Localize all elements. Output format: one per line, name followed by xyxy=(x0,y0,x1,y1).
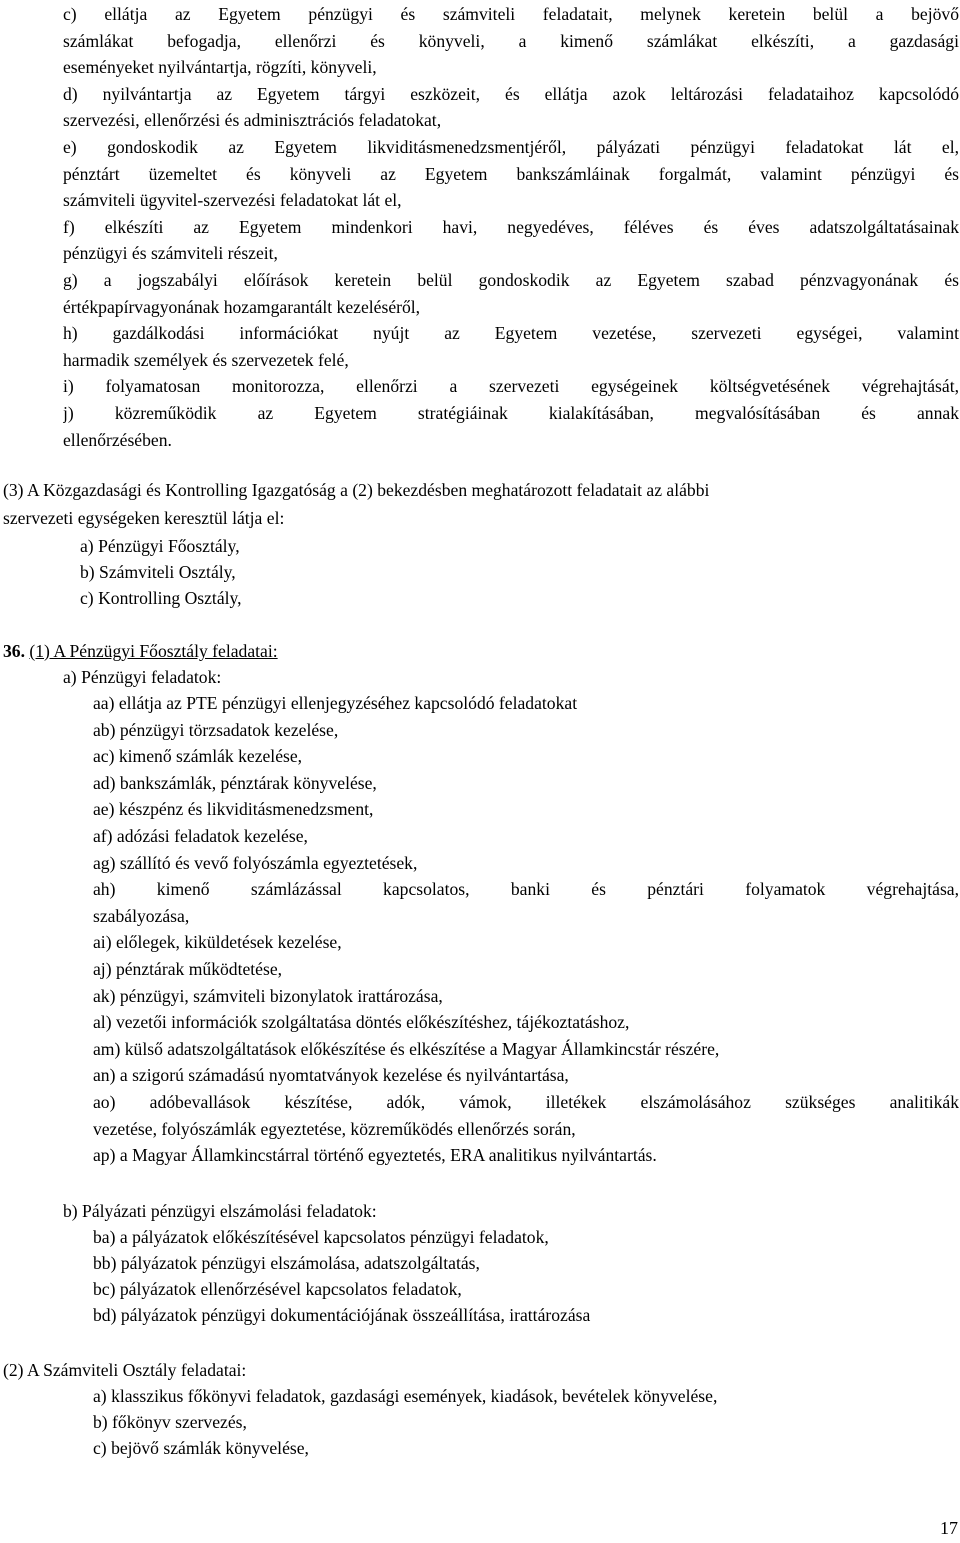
a-item: ab) pénzügyi törzsadatok kezelése, xyxy=(93,719,339,740)
a-item: aa) ellátja az PTE pénzügyi ellenjegyzéséhez kapcsolódó feladatokat xyxy=(93,693,578,713)
b-item: bd) pályázatok pénzügyi dokumentációjának összeállítása, irattározása xyxy=(93,1305,591,1325)
task-line: pénzügyi és számviteli részeit, xyxy=(63,243,278,264)
task-line: i) folyamatosan monitorozza, ellenőrzi a szervezeti egységeinek költségvetésének végrehajtását, xyxy=(63,376,959,397)
a-item: ac) kimenő számlák kezelése, xyxy=(93,746,303,767)
task-line: értékpapírvagyonának hozamgarantált kezeléséről, xyxy=(63,296,421,317)
task-line: d) nyilvántartja az Egyetem tárgyi eszközeit, és ellátja azok leltározási feladataihoz kapcsolódó xyxy=(63,83,959,104)
task-line: harmadik személyek és szervezetek felé, xyxy=(63,349,349,370)
a-item: aj) pénztárak működtetése, xyxy=(93,959,283,979)
task-line: g) a jogszabályi előírások keretein belül gondoskodik az Egyetem szabad pénzvagyonának és xyxy=(63,270,959,290)
b-item: bb) pályázatok pénzügyi elszámolása, adatszolgáltatás, xyxy=(93,1253,480,1273)
task-line: szervezési, ellenőrzési és adminisztrációs feladatokat, xyxy=(63,110,442,131)
a-item: ag) szállító és vevő folyószámla egyeztetések, xyxy=(93,852,418,873)
a-item: ak) pénzügyi, számviteli bizonylatok irattározása, xyxy=(93,985,443,1006)
task-line: eseményeket nyilvántartja, rögzíti, könyveli, xyxy=(63,57,377,78)
task-line: f) elkészíti az Egyetem mindenkori havi, negyedéves, féléves és éves adatszolgáltatásainak xyxy=(63,216,959,237)
b-item: ba) a pályázatok előkészítésével kapcsolatos pénzügyi feladatok, xyxy=(93,1227,549,1247)
a-item: al) vezetői információk szolgáltatása döntés előkészítéshez, tájékoztatáshoz, xyxy=(93,1012,630,1033)
task-line: j) közreműködik az Egyetem stratégiáinak kialakításában, megvalósításában és annak xyxy=(63,403,959,423)
a-item: an) a szigorú számadású nyomtatványok kezelése és nyilvántartása, xyxy=(93,1065,569,1086)
b-heading: b) Pályázati pénzügyi elszámolási feladatok: xyxy=(63,1201,377,1221)
a-item: ao) adóbevallások készítése, adók, vámok, illetékek elszámolásához szükséges analitikák xyxy=(93,1092,959,1112)
b-item: bc) pályázatok ellenőrzésével kapcsolatos feladatok, xyxy=(93,1279,462,1299)
task-line: pénztárt üzemeltet és könyveli az Egyetem bankszámláinak forgalmát, valamint pénzügyi és xyxy=(63,163,959,184)
section2-item: b) főkönyv szervezés, xyxy=(93,1412,247,1432)
task-line: c) ellátja az Egyetem pénzügyi és számviteli feladatait, melynek keretein belül a bejövő xyxy=(63,4,959,24)
a-item: ae) készpénz és likviditásmenedzsment, xyxy=(93,799,374,820)
task-line: számlákat befogadja, ellenőrzi és könyveli, a kimenő számlákat elkészíti, a gazdasági xyxy=(63,30,959,51)
section3-line1: (3) A Közgazdasági és Kontrolling Igazgatóság a (2) bekezdésben meghatározott feladatait az alábbi xyxy=(3,480,710,500)
section2-item: a) klasszikus főkönyvi feladatok, gazdasági események, kiadások, bevételek könyvelése, xyxy=(93,1386,718,1406)
a-item: ap) a Magyar Államkincstárral történő egyeztetés, ERA analitikus nyilvántartás. xyxy=(93,1145,657,1166)
page-number: 17 xyxy=(940,1518,958,1538)
task-line: e) gondoskodik az Egyetem likviditásmenedzsmentjéről, pályázati pénzügyi feladatokat lát el, xyxy=(63,137,959,157)
section3-item-c: c) Kontrolling Osztály, xyxy=(80,588,242,608)
para36-heading xyxy=(3,640,278,662)
para36-title: (1) A Pénzügyi Főosztály feladatai: xyxy=(29,641,278,661)
task-line: h) gazdálkodási információkat nyújt az Egyetem vezetése, szervezeti egységei, valamint xyxy=(63,323,959,344)
task-line: számviteli ügyvitel-szervezési feladatokat lát el, xyxy=(63,190,402,211)
a-item: ad) bankszámlák, pénztárak könyvelése, xyxy=(93,772,377,793)
a-item: af) adózási feladatok kezelése, xyxy=(93,826,308,846)
a-item: ah) kimenő számlázással kapcsolatos, banki és pénztári folyamatok végrehajtása, xyxy=(93,879,959,900)
section3-line2: szervezeti egységeken keresztül látja el: xyxy=(3,508,285,528)
section2-heading: (2) A Számviteli Osztály feladatai: xyxy=(3,1360,247,1380)
task-line: ellenőrzésében. xyxy=(63,429,172,450)
para36-number: 36. xyxy=(3,641,25,661)
a-heading: a) Pénzügyi feladatok: xyxy=(63,667,222,687)
a-item: am) külső adatszolgáltatások előkészítése és elkészítése a Magyar Államkincstár részére, xyxy=(93,1038,720,1059)
a-item: ai) előlegek, kiküldetések kezelése, xyxy=(93,932,342,953)
section3-item-b: b) Számviteli Osztály, xyxy=(80,562,236,582)
section2-item: c) bejövő számlák könyvelése, xyxy=(93,1438,309,1458)
a-item: vezetése, folyószámlák egyeztetése, közreműködés ellenőrzés során, xyxy=(93,1118,576,1139)
section3-item-a: a) Pénzügyi Főosztály, xyxy=(80,536,240,556)
a-item: szabályozása, xyxy=(93,905,190,926)
